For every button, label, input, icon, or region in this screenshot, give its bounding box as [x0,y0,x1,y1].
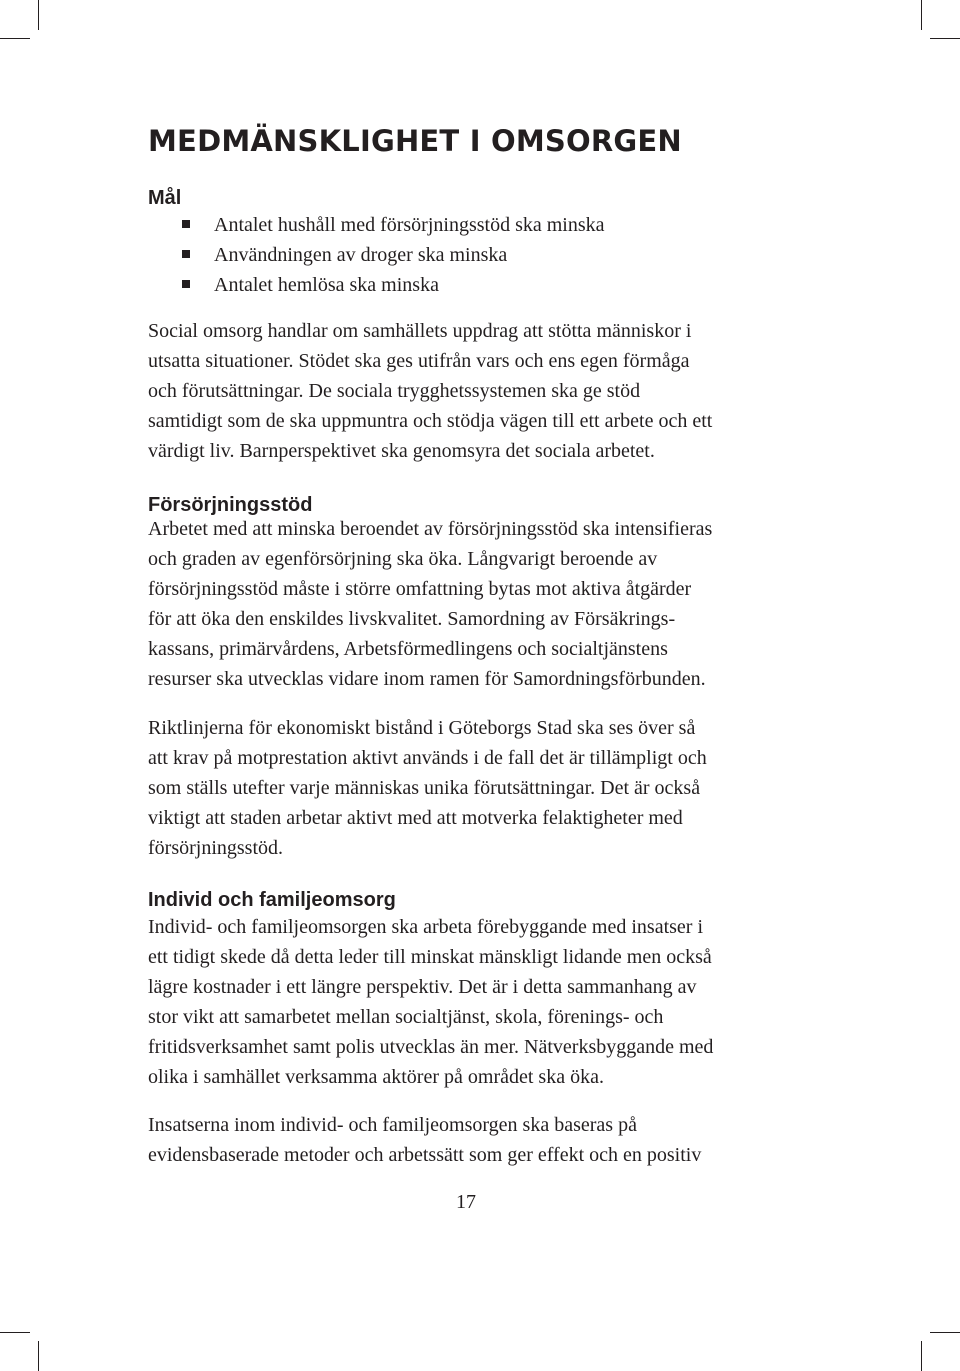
crop-mark [38,1341,39,1371]
ifo-paragraph-1 [148,912,798,1092]
list-item [182,240,605,270]
crop-mark [38,0,39,30]
list-item [182,210,605,240]
goals-list [182,210,605,300]
page-number: 17 [456,1191,476,1213]
text-line: och graden av egenförsörjning ska öka. Långvarigt beroende av [148,548,658,570]
crop-mark [921,1341,922,1371]
section-heading-forsorjningsstod: Försörjningsstöd [148,494,313,516]
crop-mark [930,1332,960,1333]
text-line: som ställs utefter varje människas unika förutsättningar. Det är också [148,777,701,799]
section-heading-mal: Mål [148,187,182,209]
crop-mark [921,0,922,30]
goal-text: Antalet hushåll med försörjningsstöd ska minska [214,214,605,236]
text-line: evidensbaserade metoder och arbetssätt som ger effekt och en positiv [148,1144,702,1166]
text-line: ett tidigt skede då detta leder till minskat mänskligt lidande men också [148,946,712,968]
crop-mark [930,38,960,39]
text-line: olika i samhället verksamma aktörer på området ska öka. [148,1066,604,1088]
text-line: att krav på motprestation aktivt används i de fall det är tillämpligt och [148,747,707,769]
forsorjning-paragraph-1 [148,514,798,694]
crop-mark [0,1332,30,1333]
text-line: fritidsverksamhet samt polis utvecklas än mer. Nätverksbyggande med [148,1036,714,1058]
text-line: Arbetet med att minska beroendet av försörjningsstöd ska intensifieras [148,518,713,540]
text-line: lägre kostnader i ett längre perspektiv. Det är i detta sammanhang av [148,976,697,998]
text-line: Insatserna inom individ- och familjeomsorgen ska baseras på [148,1114,637,1136]
forsorjning-paragraph-2 [148,713,798,863]
list-item [182,270,605,300]
text-line: Social omsorg handlar om samhällets uppdrag att stötta människor i [148,320,692,342]
square-bullet-icon [182,280,190,288]
text-line: kassans, primärvårdens, Arbetsförmedlingens och socialtjänstens [148,638,668,660]
text-line: försörjningsstöd måste i större omfattning bytas mot aktiva åtgärder [148,578,692,600]
crop-mark [0,38,30,39]
text-line: Riktlinjerna för ekonomiskt bistånd i Göteborgs Stad ska ses över så [148,717,696,739]
text-line: utsatta situationer. Stödet ska ges utifrån vars och ens egen förmåga [148,350,690,372]
text-line: och förutsättningar. De sociala trygghetssystemen ska ge stöd [148,380,641,402]
text-line: samtidigt som de ska uppmuntra och stödja vägen till ett arbete och ett [148,410,713,432]
text-line: viktigt att staden arbetar aktivt med att motverka felaktigheter med [148,807,683,829]
text-line: värdigt liv. Barnperspektivet ska genomsyra det sociala arbetet. [148,440,655,462]
goal-text: Användningen av droger ska minska [214,244,508,266]
square-bullet-icon [182,250,190,258]
text-line: Individ- och familjeomsorgen ska arbeta förebyggande med insatser i [148,916,704,938]
text-line: resurser ska utvecklas vidare inom ramen för Samordningsförbunden. [148,668,706,690]
text-line: för att öka den enskildes livskvalitet. Samordning av Försäkrings- [148,608,676,630]
intro-paragraph [148,316,798,466]
text-line: försörjningsstöd. [148,837,283,859]
page-title: MEDMÄNSKLIGHET I OMSORGEN [148,124,682,158]
text-line: stor vikt att samarbetet mellan socialtjänst, skola, förenings- och [148,1006,664,1028]
square-bullet-icon [182,220,190,228]
section-heading-individ-familjeomsorg: Individ och familjeomsorg [148,889,396,911]
goal-text: Antalet hemlösa ska minska [214,274,439,296]
ifo-paragraph-2 [148,1110,798,1170]
